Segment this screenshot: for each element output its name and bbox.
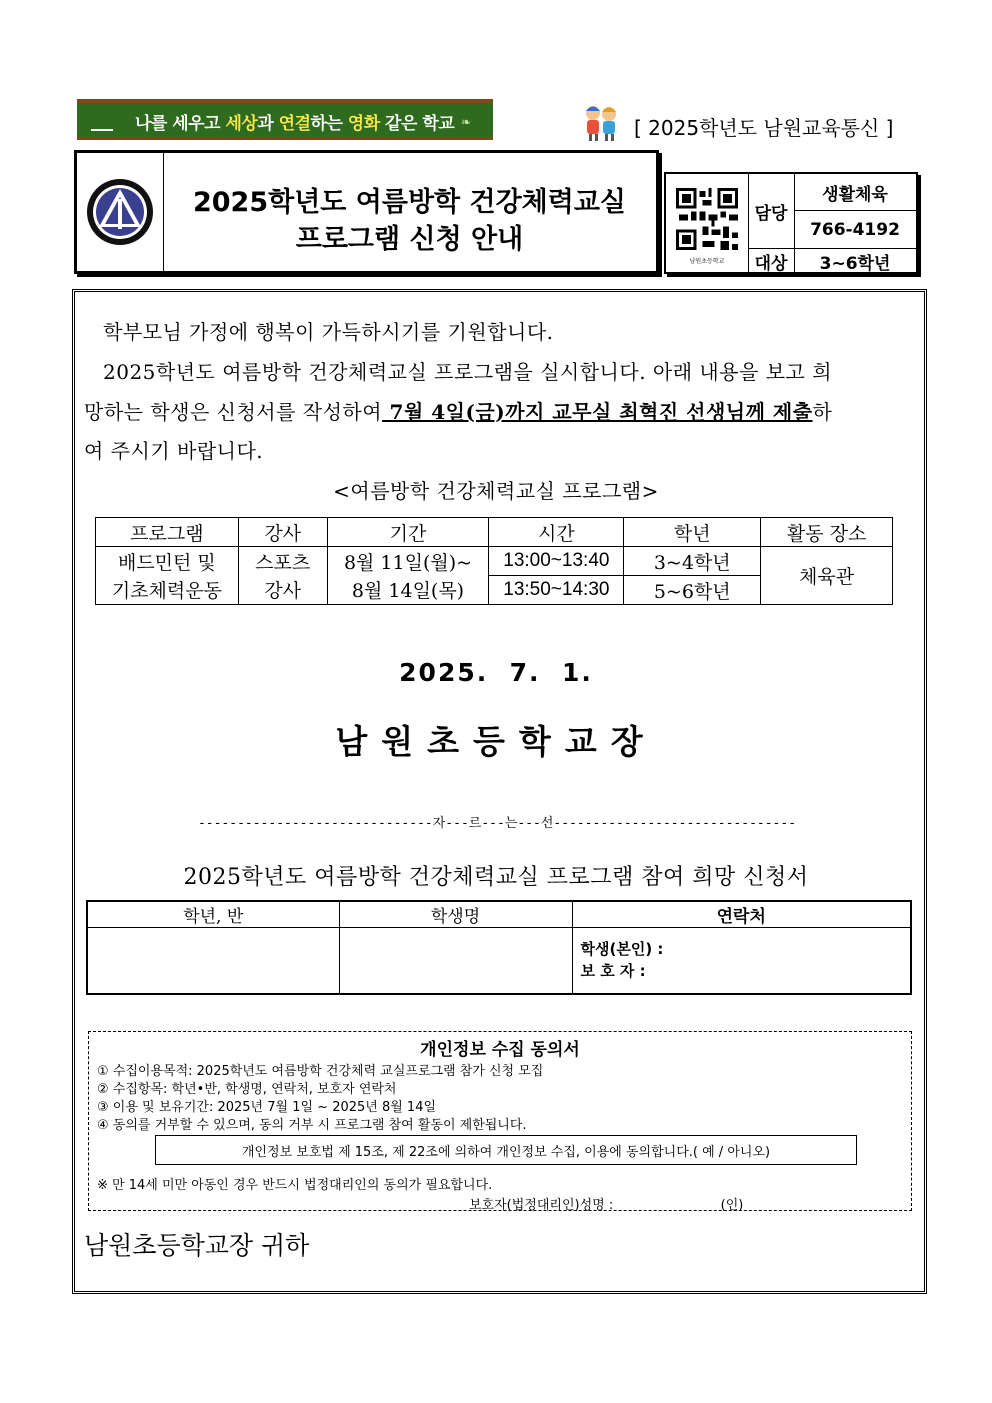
banner-dash: [91, 129, 113, 131]
document-title-line2: 프로그램 신청 안내: [295, 224, 524, 255]
privacy-item: ④ 동의를 거부할 수 있으며, 동의 거부 시 프로그램 참여 활동이 제한됩니다.: [97, 1118, 527, 1133]
paragraph-line: 2025학년도 여름방학 건강체력교실 프로그램을 실시합니다. 아래 내용을 보고 희: [103, 360, 833, 384]
period-cell: 8월 14일(목): [327, 576, 489, 605]
table-header: 활동 장소: [761, 518, 893, 547]
student-contact-label: 학생(본인) :: [580, 940, 664, 959]
name-column-header: 학생명: [339, 901, 572, 928]
privacy-item: ① 수집이용목적: 2025학년도 여름방학 건강체력 교실프로그램 참가 신청 모집: [97, 1064, 544, 1079]
name-input-cell[interactable]: [339, 928, 572, 994]
closing-addressee: 남원초등학교장 귀하: [84, 1231, 310, 1260]
instructor-cell: 스포츠: [238, 547, 327, 576]
guardian-contact-label: 보 호 자 :: [580, 962, 646, 981]
privacy-note: ※ 만 14세 미만 아동인 경우 반드시 법정대리인의 동의가 필요합니다.: [97, 1178, 493, 1193]
contact-input-cell[interactable]: [572, 928, 911, 994]
deadline-text: 7월 4일(금)까지 교무실 최혁진 선생님께 제출: [382, 400, 813, 424]
phone-value: 766-4192: [810, 219, 900, 240]
consent-statement[interactable]: 개인정보 보호법 제 15조, 제 22조에 의하여 개인정보 수집, 이용에 동의합니다.( 예 / 아니오): [155, 1135, 857, 1165]
motto-text: 나를 세우고 세상과 연결하는 영화 같은 학교: [135, 114, 455, 134]
qr-caption: 남원초등학교: [689, 258, 725, 265]
grade-cell: 3~4학년: [624, 547, 761, 576]
form-input-row: [87, 928, 911, 994]
greeting-text: 학부모님 가정에 행복이 가득하시기를 기원합니다.: [103, 320, 554, 344]
table-caption: <여름방학 건강체력교실 프로그램>: [333, 479, 659, 503]
program-cell: 기초체력운동: [96, 576, 239, 605]
issue-date: 2025. 7. 1.: [399, 658, 593, 687]
time-cell: 13:50~14:30: [489, 576, 624, 605]
form-header-row: [87, 901, 911, 928]
table-header: 강사: [238, 518, 327, 547]
contact-column-header: 연락처: [572, 901, 911, 928]
table-row: [96, 547, 893, 576]
leaf-icon: ❧: [460, 115, 471, 129]
privacy-item: ② 수집항목: 학년•반, 학생명, 연락처, 보호자 연락처: [97, 1082, 397, 1097]
privacy-consent-box: [88, 1031, 912, 1211]
contact-info-box: [664, 172, 918, 274]
program-table: [95, 517, 893, 605]
application-form-title: 2025학년도 여름방학 건강체력교실 프로그램 참여 희망 신청서: [183, 865, 809, 890]
grade-cell: 5~6학년: [624, 576, 761, 605]
target-value: 3~6학년: [794, 248, 916, 274]
principal-signature: 남원초등학교장: [335, 722, 657, 761]
class-input-cell[interactable]: [87, 928, 339, 994]
guardian-signature-line[interactable]: 보호자(법정대리인)성명 : (인): [469, 1198, 744, 1213]
table-header: 프로그램: [96, 518, 239, 547]
time-cell: 13:00~13:40: [489, 547, 624, 576]
place-cell: 체육관: [761, 547, 893, 605]
subject-value: 생활체육: [794, 174, 916, 211]
school-emblem-icon: [85, 177, 155, 247]
application-form-table: [86, 900, 912, 995]
cut-line: ------------------------------자---르---는---선-------------------------------: [197, 816, 797, 831]
instructor-cell: 강사: [238, 576, 327, 605]
paragraph-line: 망하는 학생은 신청서를 작성하여 7월 4일(금)까지 교무실 최혁진 선생님께 제출하: [84, 400, 833, 424]
privacy-item: ③ 이용 및 보유기간: 2025년 7월 1일 ~ 2025년 8월 14일: [97, 1100, 437, 1115]
table-header: 학년: [624, 518, 761, 547]
table-header: 시간: [489, 518, 624, 547]
in-charge-label: 담당: [754, 203, 788, 224]
title-box: [74, 150, 659, 274]
target-label: 대상: [748, 248, 794, 274]
class-column-header: 학년, 반: [87, 901, 339, 928]
privacy-title: 개인정보 수집 동의서: [420, 1040, 580, 1060]
document-title-line1: 2025학년도 여름방학 건강체력교실: [192, 187, 626, 218]
program-cell: 배드민턴 및: [96, 547, 239, 576]
period-cell: 8월 11일(월)~: [327, 547, 489, 576]
paragraph-line: 여 주시기 바랍니다.: [84, 439, 264, 463]
newsletter-label: [ 2025학년도 남원교육통신 ]: [634, 116, 894, 140]
qr-code-icon: [676, 188, 738, 250]
table-header: 기간: [327, 518, 489, 547]
table-header-row: [96, 518, 893, 547]
children-illustration-icon: [580, 101, 622, 143]
motto-banner: [77, 99, 493, 140]
